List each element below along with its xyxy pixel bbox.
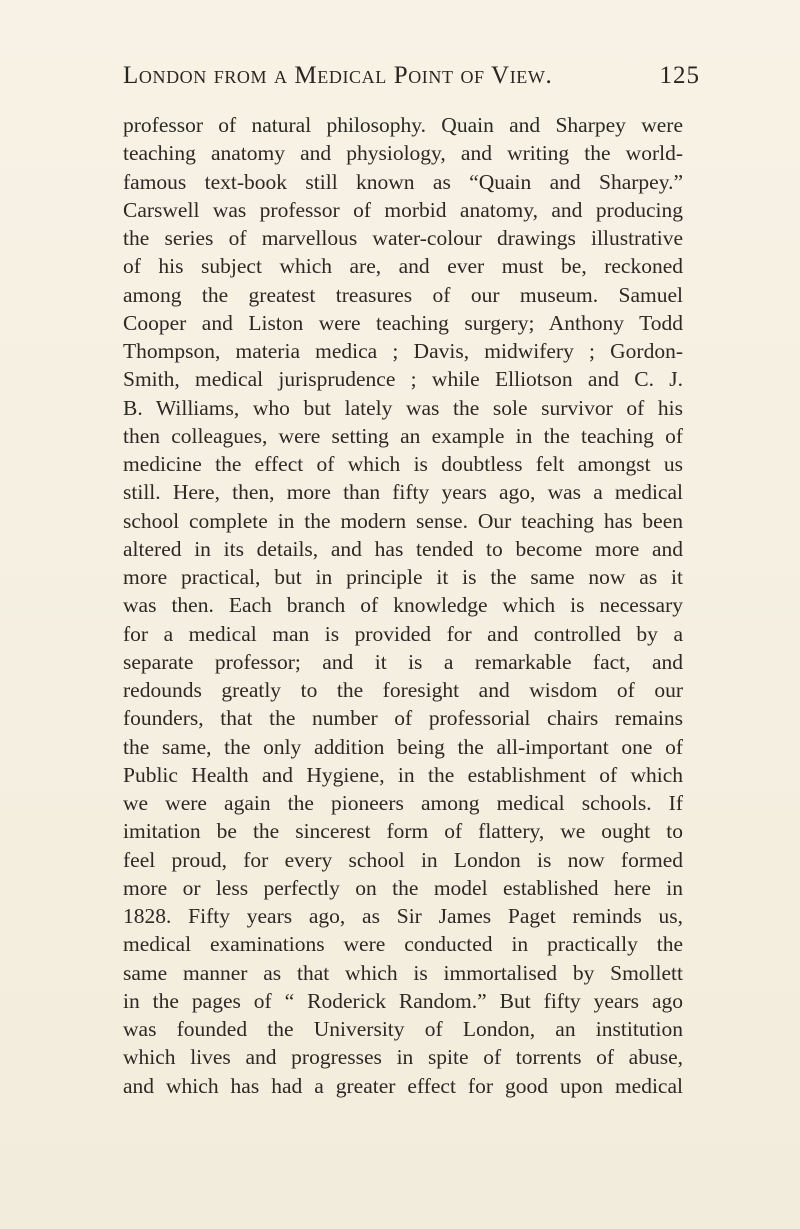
text-line: the series of marvellous water-colour drawings illustrative [123, 226, 683, 250]
running-head [123, 60, 700, 92]
text-line: altered in its details, and has tended to become more and [123, 536, 683, 561]
text-line: which lives and progresses in spite of torrents of abuse, [123, 1045, 683, 1070]
text-line: redounds greatly to the foresight and wisdom of our [123, 678, 683, 702]
text-line: professor of natural philosophy. Quain and Sharpey were [123, 113, 683, 137]
text-line: was then. Each branch of knowledge which is necessary [123, 593, 683, 618]
text-line: medicine the effect of which is doubtless felt amongst us [123, 452, 683, 476]
text-line: B. Williams, who but lately was the sole survivor of his [123, 395, 683, 420]
text-line: imitation be the sincerest form of flattery, we ought to [123, 819, 683, 844]
text-line: medical examinations were conducted in practically the [123, 932, 683, 957]
text-line: still. Here, then, more than fifty years ago, was a medical [123, 480, 683, 505]
body-text [123, 111, 683, 1100]
text-line: in the pages of “ Roderick Random.” But fifty years ago [123, 988, 683, 1013]
text-line: and which has had a greater effect for good upon medical [123, 1073, 683, 1098]
text-line: 1828. Fifty years ago, as Sir James Paget reminds us, [123, 904, 683, 928]
text-line: same manner as that which is immortalised by Smollett [123, 960, 683, 985]
text-line: separate professor; and it is a remarkable fact, and [123, 649, 683, 674]
text-line: of his subject which are, and ever must be, reckoned [123, 254, 683, 279]
text-line: Thompson, materia medica ; Davis, midwifery ; Gordon- [123, 339, 683, 363]
text-line: was founded the University of London, an institution [123, 1017, 683, 1041]
text-line: Carswell was professor of morbid anatomy, and producing [123, 197, 683, 222]
text-line: more or less perfectly on the model established here in [123, 875, 683, 900]
text-line: more practical, but in principle it is the same now as it [123, 565, 683, 589]
text-line: famous text-book still known as “Quain and Sharpey.” [123, 169, 683, 194]
text-line: Cooper and Liston were teaching surgery; Anthony Todd [123, 310, 683, 335]
text-line: then colleagues, were setting an example in the teaching of [123, 423, 683, 448]
text-line: Smith, medical jurisprudence ; while Elliotson and C. J. [123, 367, 683, 392]
running-head-title: London from a Medical Point of View. [123, 62, 553, 89]
text-line: for a medical man is provided for and controlled by a [123, 621, 683, 646]
text-line: school complete in the modern sense. Our teaching has been [123, 508, 683, 533]
text-line: feel proud, for every school in London is now formed [123, 847, 683, 872]
text-line: the same, the only addition being the all-important one of [123, 734, 683, 759]
text-line: founders, that the number of professorial chairs remains [123, 706, 683, 731]
text-line: we were again the pioneers among medical schools. If [123, 791, 683, 815]
text-line: Public Health and Hygiene, in the establishment of which [123, 762, 683, 787]
text-line: among the greatest treasures of our museum. Samuel [123, 282, 683, 307]
page-number: 125 [659, 62, 700, 89]
text-line: teaching anatomy and physiology, and writing the world- [123, 141, 683, 166]
